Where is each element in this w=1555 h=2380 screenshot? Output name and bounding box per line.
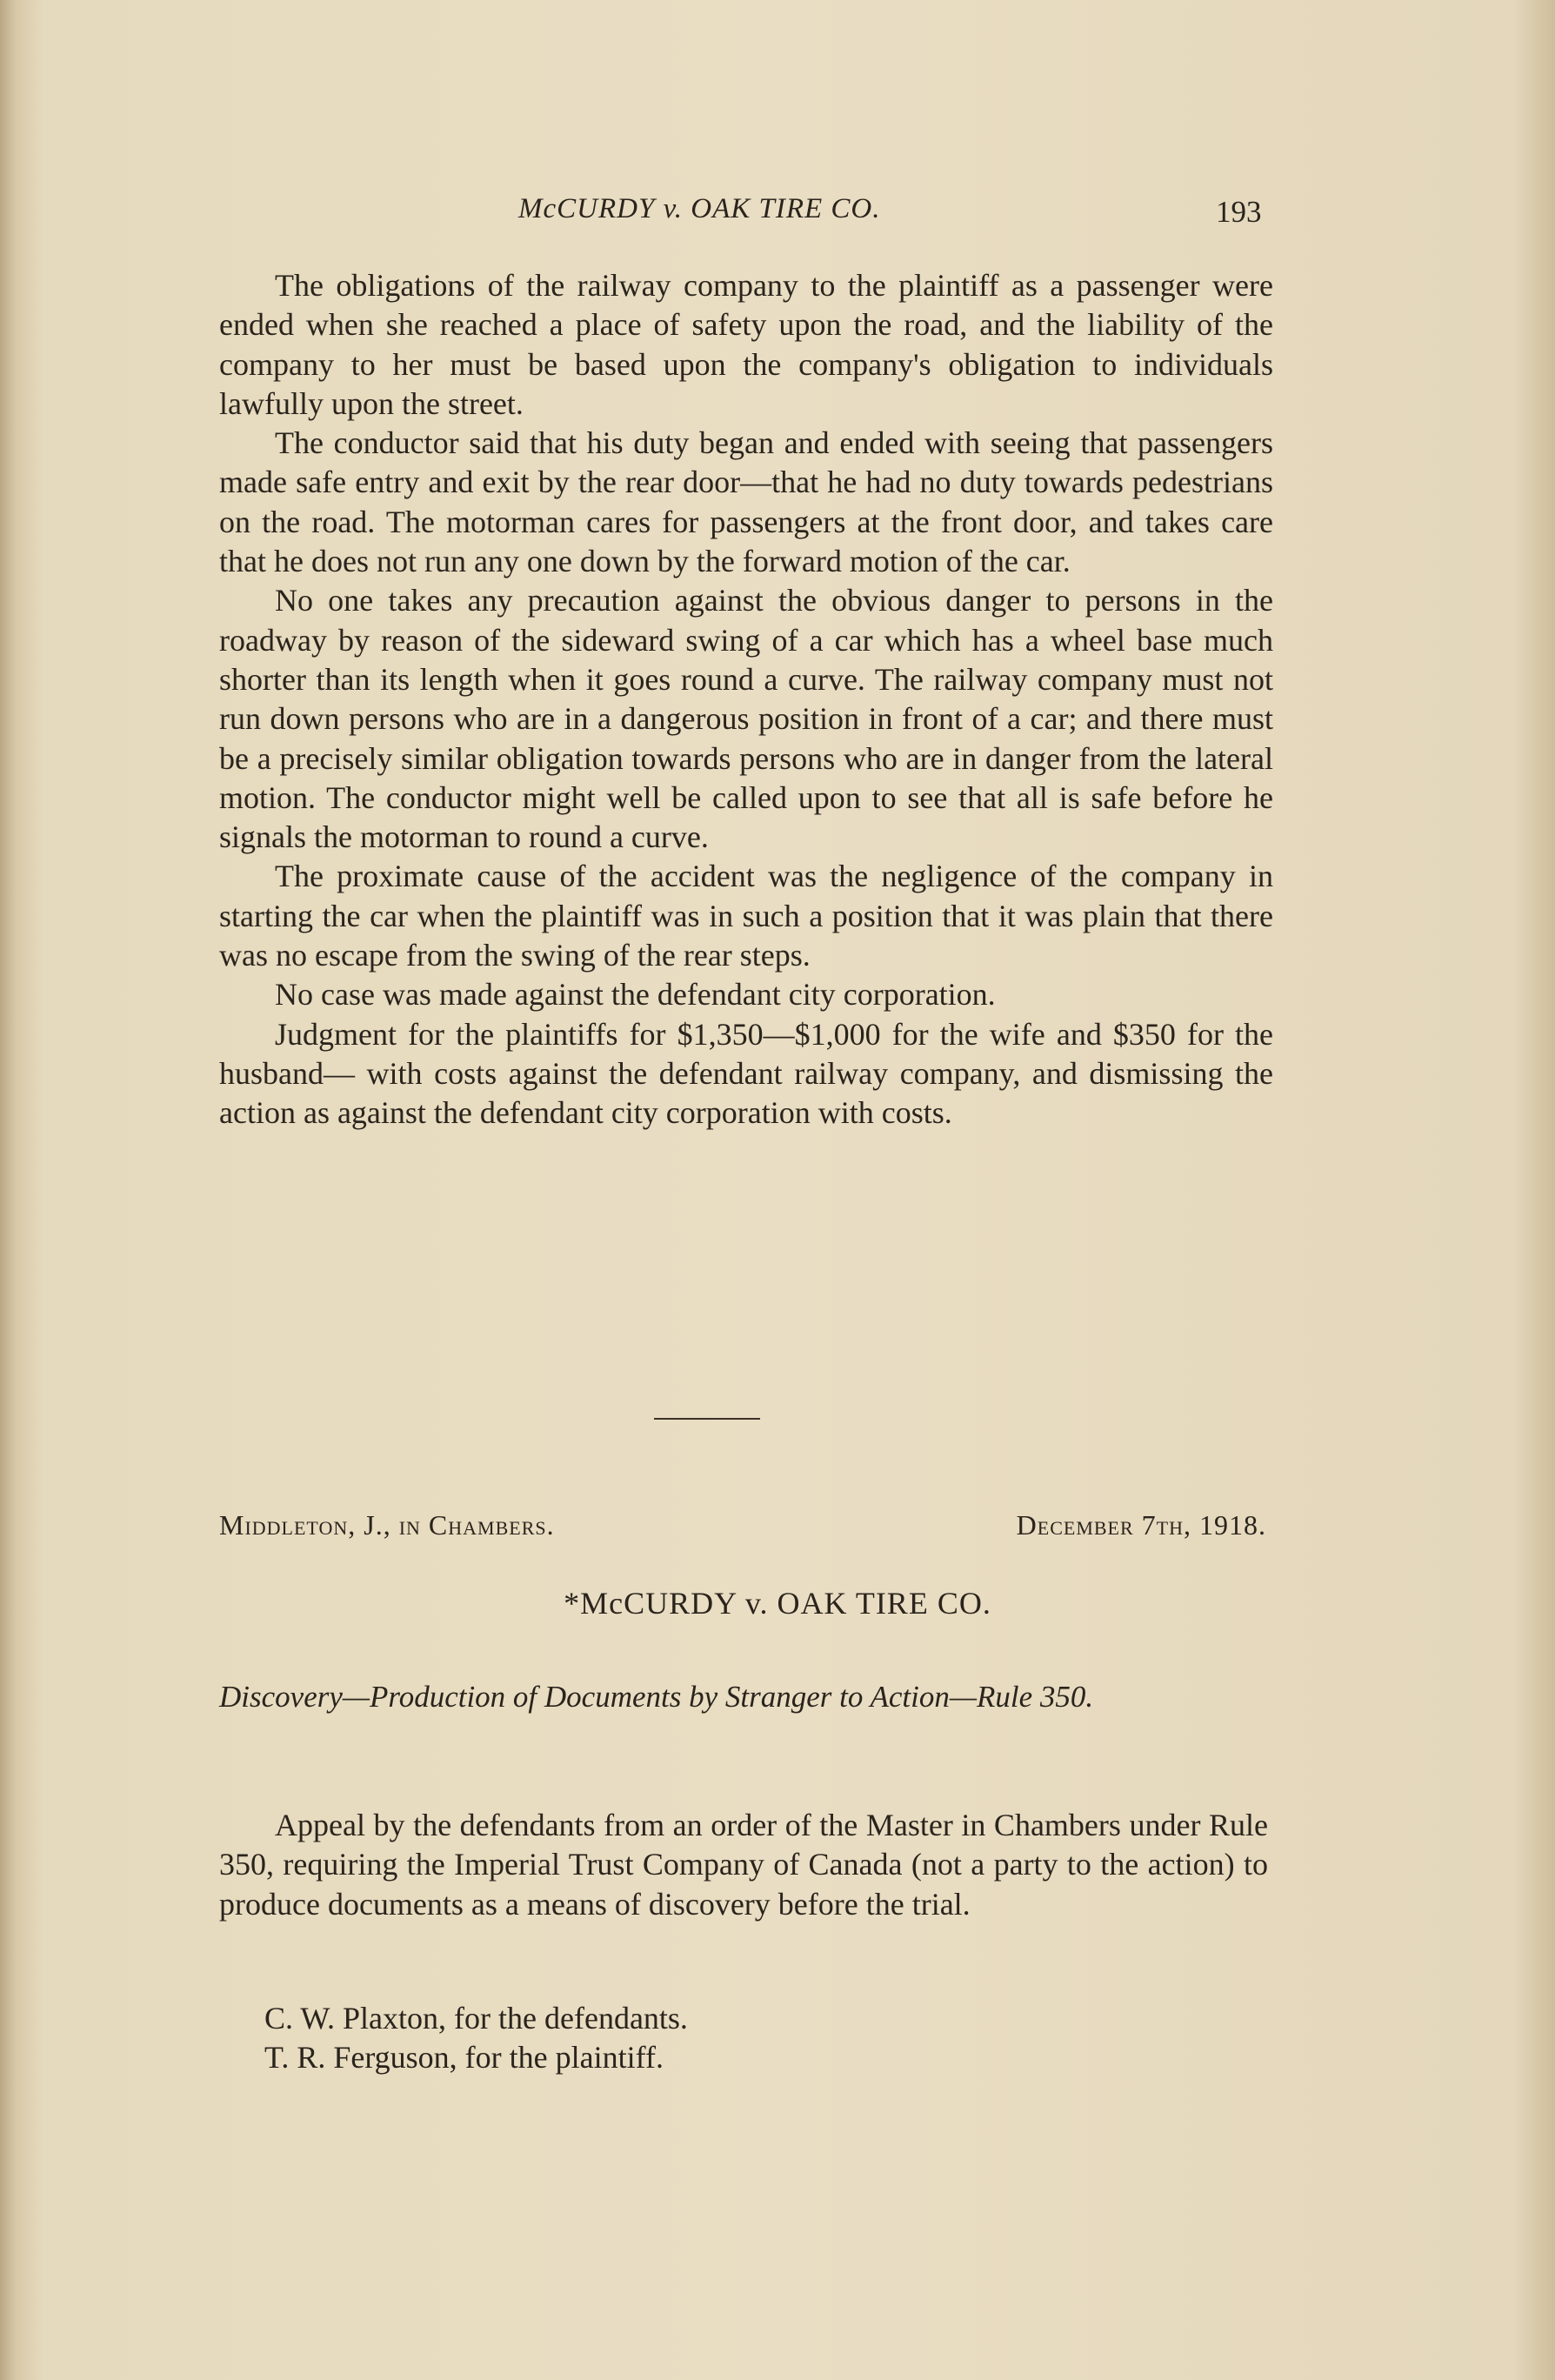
judgment-body xyxy=(219,266,1273,1133)
paragraph: The obligations of the railway company to the plaintiff as a passenger were ended when she reached a place of safety upon the road, and the liability of the company to her must be based upon the company's obligation to individuals lawfully upon the street. xyxy=(219,268,1273,421)
section-divider xyxy=(654,1418,760,1420)
decision-date: December 7th, 1918. xyxy=(1016,1509,1266,1541)
headnote: Discovery—Production of Documents by Stranger to Action—Rule 350. xyxy=(219,1680,1094,1714)
counsel-defendants: C. W. Plaxton, for the defendants. xyxy=(264,2001,688,2036)
appeal-section xyxy=(219,1806,1268,1924)
paragraph: The conductor said that his duty began and ended with seeing that passengers made safe entry and exit by the rear door—that he had no duty towards pedestrians on the road. The motorman cares for passengers at the front door, and takes care that he does not run any one down by the forward motion of the car. xyxy=(219,425,1273,579)
case-title: *McCURDY v. OAK TIRE CO. xyxy=(564,1586,991,1621)
counsel-list xyxy=(264,1999,688,2077)
paragraph: No case was made against the defendant city corporation. xyxy=(275,977,996,1013)
paragraph: The proximate cause of the accident was the negligence of the company in starting the car when the plaintiff was in such a position that it was plain that there was no escape from the swing of the rear steps. xyxy=(219,859,1273,973)
appeal-paragraph: Appeal by the defendants from an order of the Master in Chambers under Rule 350, requiring the Imperial Trust Company of Canada (not a party to the action) to produce documents as a means of discovery before the trial. xyxy=(219,1808,1268,1922)
paragraph: Judgment for the plaintiffs for $1,350—$1,000 for the wife and $350 for the husband— with costs against the defendant railway company, and dismissing the action as against the defendant city corporation with costs. xyxy=(219,1016,1273,1131)
page-number: 193 xyxy=(1216,195,1262,229)
paragraph: No one takes any precaution against the obvious danger to persons in the roadway by reason of the sideward swing of a car which has a wheel base much shorter than its length when it goes round a curve. The railway company must not run down persons who are in a dangerous position in front of a car; and there must be a precisely similar obligation towards persons who are in danger from the lateral motion. The conductor might well be called upon to see that all is safe before he signals the motorman to round a curve. xyxy=(219,583,1273,855)
running-title: McCURDY v. OAK TIRE CO. xyxy=(518,193,881,224)
judge-name: Middleton, J., in Chambers. xyxy=(219,1509,555,1541)
counsel-plaintiff: T. R. Ferguson, for the plaintiff. xyxy=(264,2040,664,2075)
